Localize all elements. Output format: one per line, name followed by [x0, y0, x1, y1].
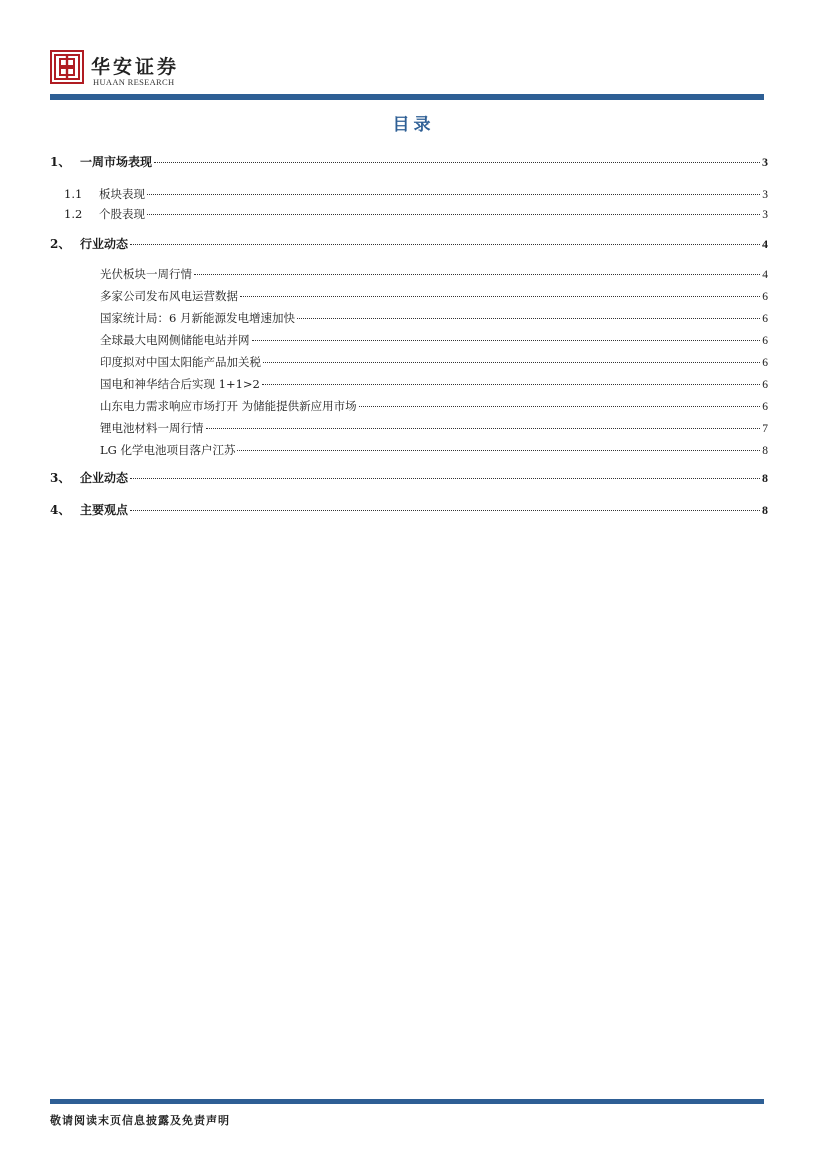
toc-entry[interactable] [100, 354, 768, 371]
toc-entry-page: 6 [762, 313, 768, 325]
toc-entry-label: 全球最大电网侧储能电站并网 [100, 333, 250, 347]
toc-entry-label: 行业动态 [80, 237, 129, 251]
toc-leader-dots [252, 340, 761, 341]
toc-entry-page: 7 [762, 423, 768, 435]
disclaimer-note: 敬请阅读末页信息披露及免责声明 [50, 1114, 230, 1127]
toc-entry-label: 板块表现 [99, 187, 145, 201]
toc-leader-dots [237, 450, 760, 451]
toc-entry-label: 主要观点 [80, 503, 129, 517]
toc-entry[interactable] [100, 420, 768, 437]
toc-entry[interactable] [50, 502, 768, 518]
toc-entry[interactable] [100, 310, 768, 327]
toc-leader-dots [147, 194, 760, 195]
toc-entry[interactable] [64, 206, 768, 223]
toc-entry-number: 2、 [50, 237, 71, 251]
toc-leader-dots [359, 406, 760, 407]
toc-leader-dots [297, 318, 760, 319]
toc-entry-number: 1.1 [64, 187, 83, 201]
toc-entry-label: 一周市场表现 [80, 155, 153, 169]
toc-leader-dots [263, 362, 760, 363]
toc-entry-page: 3 [762, 189, 768, 201]
toc-entry-label: 印度拟对中国太阳能产品加关税 [100, 355, 261, 369]
toc-entry-label: 锂电池材料一周行情 [100, 421, 204, 435]
brand-name-en: HUAAN RESEARCH [93, 77, 175, 87]
toc-entry-label: 多家公司发布风电运营数据 [100, 289, 238, 303]
toc-entry-page: 6 [762, 379, 768, 391]
toc-title: 目录 [392, 115, 435, 135]
toc-entry-label: 国家统计局：6 月新能源发电增速加快 [100, 311, 295, 325]
toc-entry-page: 4 [762, 269, 768, 281]
toc-entry-number: 1、 [50, 155, 71, 169]
toc-leader-dots [154, 162, 760, 163]
toc-entry-page: 6 [762, 401, 768, 413]
toc-entry[interactable] [50, 154, 768, 170]
toc-entry-number: 4、 [50, 503, 71, 517]
toc-entry[interactable] [64, 186, 768, 203]
toc-entry[interactable] [50, 470, 768, 486]
toc-leader-dots [130, 478, 760, 479]
toc-leader-dots [194, 274, 760, 275]
toc-entry-page: 6 [762, 291, 768, 303]
toc-entry-page: 6 [762, 335, 768, 347]
huaan-logo-icon [50, 50, 84, 84]
toc-entry-page: 8 [762, 471, 768, 485]
toc-entry[interactable] [100, 376, 768, 393]
toc-entry-label: LG 化学电池项目落户江苏 [100, 443, 236, 457]
toc-entry-label: 国电和神华结合后实现 1+1>2 [100, 377, 260, 391]
header-divider [50, 94, 764, 100]
toc-entry-page: 4 [762, 237, 768, 251]
toc-entry-page: 3 [762, 209, 768, 221]
toc-leader-dots [147, 214, 760, 215]
toc-entry-label: 山东电力需求响应市场打开 为储能提供新应用市场 [100, 399, 357, 413]
toc-entry[interactable] [100, 266, 768, 283]
toc-entry[interactable] [100, 398, 768, 415]
footer-divider [50, 1099, 764, 1104]
toc-entry[interactable] [100, 288, 768, 305]
toc-leader-dots [240, 296, 760, 297]
toc-entry[interactable] [100, 332, 768, 349]
page-header [50, 48, 764, 100]
toc-leader-dots [206, 428, 761, 429]
toc-entry-label: 个股表现 [99, 207, 145, 221]
toc-entry-page: 8 [762, 445, 768, 457]
toc-entry-page: 6 [762, 357, 768, 369]
toc-entry-number: 1.2 [64, 207, 83, 221]
toc-entry-number: 3、 [50, 471, 71, 485]
toc-entry[interactable] [100, 442, 768, 459]
toc-entry-label: 光伏板块一周行情 [100, 267, 192, 281]
toc-leader-dots [262, 384, 760, 385]
toc-entry-label: 企业动态 [80, 471, 129, 485]
toc-entry[interactable] [50, 236, 768, 252]
brand-name-cn: 华安证券 [91, 56, 180, 78]
toc-leader-dots [130, 510, 760, 511]
toc-leader-dots [130, 244, 760, 245]
toc-entry-page: 3 [762, 155, 768, 169]
toc-entry-page: 8 [762, 503, 768, 517]
